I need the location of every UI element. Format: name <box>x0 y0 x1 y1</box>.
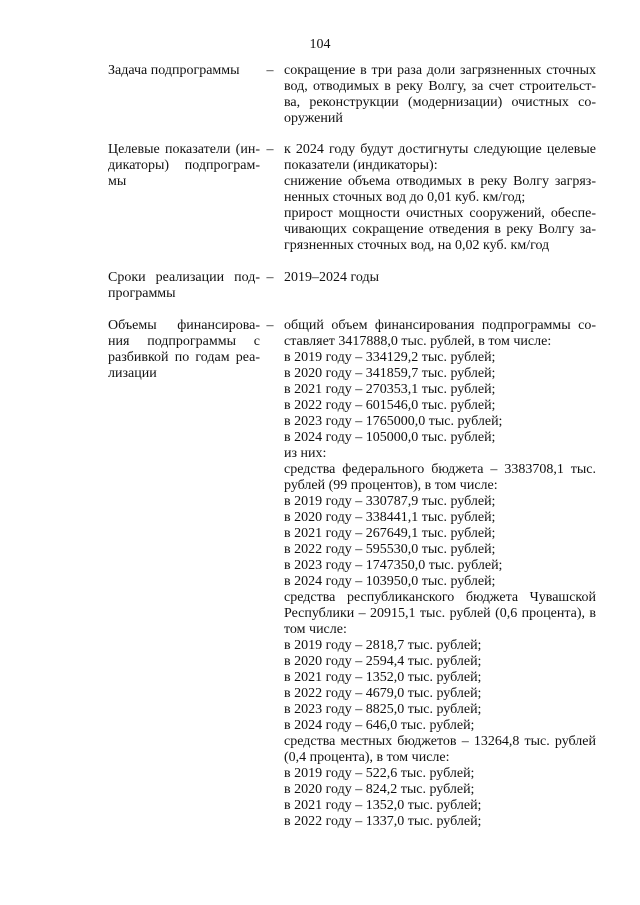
section-label-line: дикаторы) подпрограм- <box>108 158 260 173</box>
section-value-line: в 2024 году – 646,0 тыс. рублей; <box>284 718 475 733</box>
section-label <box>108 270 260 302</box>
section-value <box>284 270 596 286</box>
section-value-line: в 2021 году – 267649,1 тыс. рублей; <box>284 526 496 541</box>
section-label <box>108 63 260 79</box>
section-value-line: в 2019 году – 330787,9 тыс. рублей; <box>284 494 496 509</box>
section-value-line: ставляет 3417888,0 тыс. рублей, в том числе: <box>284 334 552 349</box>
section-value-line: Республики – 20915,1 тыс. рублей (0,6 процента), в <box>284 606 596 621</box>
section-value-line: в 2021 году – 1352,0 тыс. рублей; <box>284 670 482 685</box>
section-value-line: средства местных бюджетов – 13264,8 тыс. рублей <box>284 734 596 749</box>
section-value-line: в 2020 году – 824,2 тыс. рублей; <box>284 782 475 797</box>
section-label-line: Задача подпрограммы <box>108 63 240 78</box>
section-value-line: средства федерального бюджета – 3383708,1 тыс. <box>284 462 596 477</box>
section-label-line: разбивкой по годам реа- <box>108 350 260 365</box>
section-value-line: том числе: <box>284 622 347 637</box>
section-value-line: в 2023 году – 1747350,0 тыс. рублей; <box>284 558 503 573</box>
section-value-line: 2019–2024 годы <box>284 270 380 285</box>
section-value-line: в 2022 году – 4679,0 тыс. рублей; <box>284 686 482 701</box>
section-value-line: снижение объема отводимых в реку Волгу загряз- <box>284 174 596 189</box>
section-label <box>108 142 260 190</box>
section-label-line: Сроки реализации под- <box>108 270 260 285</box>
section-value-line: сокращение в три раза доли загрязненных сточных <box>284 63 596 78</box>
section-dash: – <box>266 63 274 78</box>
section-value-line: ненных сточных вод до 0,01 куб. км/год; <box>284 190 526 205</box>
page-number: 104 <box>309 37 331 52</box>
section-value-line: в 2020 году – 2594,4 тыс. рублей; <box>284 654 482 669</box>
section-value-line: вод, отводимых в реку Волгу, за счет строительст- <box>284 79 596 94</box>
section-dash: – <box>266 318 274 333</box>
section-label-line: лизации <box>108 366 157 381</box>
section-value-line: к 2024 году будут достигнуты следующие целевые <box>284 142 596 157</box>
section-value-line: ва, реконструкции (модернизации) очистных со- <box>284 95 596 110</box>
section-label <box>108 318 260 382</box>
section-value-line: в 2023 году – 1765000,0 тыс. рублей; <box>284 414 503 429</box>
section-value-line: в 2022 году – 1337,0 тыс. рублей; <box>284 814 482 829</box>
section-value-line: в 2019 году – 2818,7 тыс. рублей; <box>284 638 482 653</box>
section-value-line: в 2021 году – 1352,0 тыс. рублей; <box>284 798 482 813</box>
section-value <box>284 142 596 254</box>
section-dash: – <box>266 270 274 285</box>
section-value-line: в 2019 году – 522,6 тыс. рублей; <box>284 766 475 781</box>
section-value-line: в 2019 году – 334129,2 тыс. рублей; <box>284 350 496 365</box>
section-value-line: рублей (99 процентов), в том числе: <box>284 478 498 493</box>
section-value-line: в 2021 году – 270353,1 тыс. рублей; <box>284 382 496 397</box>
section-value-line: грязненных сточных вод, на 0,02 куб. км/год <box>284 238 550 253</box>
section-dash: – <box>266 142 274 157</box>
section-value <box>284 318 596 830</box>
section-value-line: в 2020 году – 338441,1 тыс. рублей; <box>284 510 496 525</box>
section-value-line: в 2023 году – 8825,0 тыс. рублей; <box>284 702 482 717</box>
section-label-line: ния подпрограммы с <box>108 334 260 349</box>
section-label-line: программы <box>108 286 176 301</box>
section-value-line: в 2024 году – 103950,0 тыс. рублей; <box>284 574 496 589</box>
section-value-line: в 2022 году – 601546,0 тыс. рублей; <box>284 398 496 413</box>
section-label-line: Целевые показатели (ин- <box>108 142 260 157</box>
section-value-line: средства республиканского бюджета Чувашской <box>284 590 596 605</box>
section-value-line: из них: <box>284 446 327 461</box>
section-value-line: в 2024 году – 105000,0 тыс. рублей; <box>284 430 496 445</box>
section-value-line: общий объем финансирования подпрограммы со- <box>284 318 596 333</box>
section-label-line: мы <box>108 174 127 189</box>
section-value-line: оружений <box>284 111 343 126</box>
section-value-line: в 2020 году – 341859,7 тыс. рублей; <box>284 366 496 381</box>
section-value <box>284 63 596 127</box>
section-value-line: прирост мощности очистных сооружений, обеспе- <box>284 206 596 221</box>
section-value-line: показатели (индикаторы): <box>284 158 438 173</box>
section-label-line: Объемы финансирова- <box>108 318 260 333</box>
section-value-line: чивающих сокращение отведения в реку Волгу за- <box>284 222 596 237</box>
section-value-line: в 2022 году – 595530,0 тыс. рублей; <box>284 542 496 557</box>
section-value-line: (0,4 процента), в том числе: <box>284 750 450 765</box>
